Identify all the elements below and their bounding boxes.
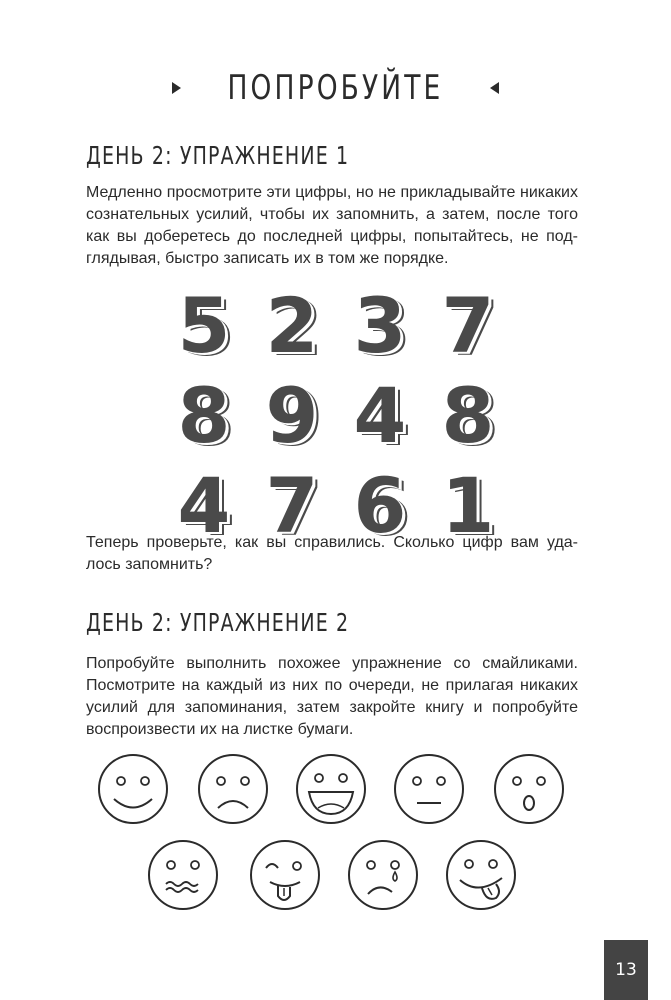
digit-row (160, 372, 520, 460)
text-line: Посмотрите на каждый из них по очереди, не прилагая никаких (86, 677, 578, 694)
digit: 4 (353, 371, 407, 460)
digit: 8 (441, 371, 495, 460)
text-line: усилий для запоминания, затем закройте книгу и попробуйте (86, 699, 578, 716)
sad-face-icon (196, 752, 270, 826)
text-line: Медленно просмотрите эти цифры, но не прикладывайте никаких (86, 184, 578, 201)
smile-face-icon (96, 752, 170, 826)
surprised-face-icon (492, 752, 566, 826)
digit: 3 (353, 281, 407, 370)
page-title: ПОПРОБУЙТЕ (227, 68, 444, 108)
triangle-right-icon (172, 82, 181, 94)
digit: 8 (177, 371, 231, 460)
exercise1-heading: ДЕНЬ 2: УПРАЖНЕНИЕ 1 (86, 141, 350, 170)
digit: 9 (265, 371, 319, 460)
text-line: Попробуйте выполнить похожее упражнение со смайликами. (86, 655, 578, 672)
text-line: воспроизвести их на листке бумаги. (86, 721, 354, 738)
exercise2-intro (86, 653, 578, 741)
digit-row (160, 282, 520, 370)
text-line: сознательных усилий, чтобы их запомнить, а затем, после того (86, 206, 578, 223)
text-line: как вы доберетесь до последней цифры, попытайтесь, не под- (86, 228, 578, 245)
crying-face-icon (346, 838, 420, 912)
page-title-row (0, 64, 671, 112)
exercise2-heading: ДЕНЬ 2: УПРАЖНЕНИЕ 2 (86, 608, 350, 637)
digit: 4 (177, 461, 231, 550)
neutral-face-icon (392, 752, 466, 826)
exercise1-intro (86, 182, 578, 270)
text-line: лось запомнить? (86, 556, 213, 573)
triangle-left-icon (490, 82, 499, 94)
page-number: 13 (604, 940, 648, 1000)
digit: 7 (265, 461, 319, 550)
exercise1-outro (86, 532, 578, 576)
text-line: Теперь проверьте, как вы справились. Сколько цифр вам уда- (86, 534, 578, 551)
digit: 7 (441, 281, 495, 370)
wink-tongue-face-icon (248, 838, 322, 912)
digit: 6 (353, 461, 407, 550)
emoji-faces (0, 752, 671, 912)
grin-face-icon (294, 752, 368, 826)
digit: 5 (177, 281, 231, 370)
digit-grid (160, 282, 520, 552)
text-line: глядывая, быстро записать их в том же порядке. (86, 250, 449, 267)
sick-face-icon (146, 838, 220, 912)
digit: 1 (441, 461, 495, 550)
silly-tongue-face-icon (444, 838, 518, 912)
digit: 2 (265, 281, 319, 370)
